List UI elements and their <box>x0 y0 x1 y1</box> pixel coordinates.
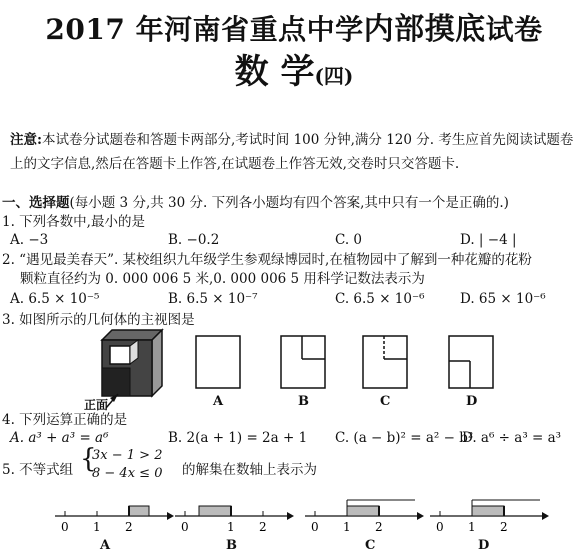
number-line-d[interactable] <box>430 494 550 534</box>
q3-label-d: D <box>466 394 478 409</box>
svg-text:0: 0 <box>61 520 69 534</box>
exam-title-c: 试卷 <box>485 13 543 46</box>
svg-text:0: 0 <box>311 520 319 534</box>
number-line-b[interactable] <box>175 494 295 534</box>
view-option-c[interactable] <box>362 335 408 389</box>
svg-text:2: 2 <box>259 520 267 534</box>
q5-label-d: D <box>478 538 490 553</box>
section-title: 一、选择题 <box>2 195 70 211</box>
brace: { <box>80 444 97 474</box>
number-line-a[interactable] <box>55 494 175 534</box>
q1-stem: 1. 下列各数中,最小的是 <box>2 214 145 230</box>
q2-stem-line2: 颗粒直径约为 0. 000 006 5 米,0. 000 006 5 用科学记数法表示为 <box>20 271 425 287</box>
view-option-a[interactable] <box>195 335 241 389</box>
exam-title-a: 2017 年河南省重点中学 <box>45 13 364 46</box>
exam-title <box>0 4 588 48</box>
section-heading <box>2 194 582 213</box>
view-option-d[interactable] <box>448 335 494 389</box>
subject-name: 数 学 <box>234 52 315 92</box>
q3-stem: 3. 如图所示的几何体的主视图是 <box>2 312 195 328</box>
subject-suffix: (四) <box>314 64 354 88</box>
svg-text:2: 2 <box>375 520 383 534</box>
svg-text:0: 0 <box>181 520 189 534</box>
svg-text:0: 0 <box>436 520 444 534</box>
q5-stem-a: 5. 不等式组 <box>2 462 74 478</box>
q3-label-b: B <box>298 394 309 409</box>
front-label: 正面 <box>84 398 109 412</box>
q1-option-c: C. 0 <box>335 232 363 248</box>
notice-text: 本试卷分试题卷和答题卡两部分,考试时间 100 分钟,满分 120 分. 考生应首先阅读试题卷上的文字信息,然后在答题卡上作答,在试题卷上作答无效,交卷时只交答题卡. <box>10 132 574 172</box>
q5-inequality-2: 8 − 4x ≤ 0 <box>92 466 163 481</box>
exam-title-b: 内部摸底 <box>363 12 486 47</box>
q3-label-a: A <box>213 394 224 409</box>
q3-label-c: C <box>380 394 391 409</box>
q2-option-c: C. 6.5 × 10⁻⁶ <box>335 291 425 307</box>
notice <box>10 128 578 176</box>
q5-label-a: A <box>100 538 111 553</box>
q4-option-a: A. a³ + a³ = a⁶ <box>10 430 109 446</box>
svg-text:2: 2 <box>125 520 133 534</box>
svg-text:1: 1 <box>227 520 235 534</box>
q2-stem-line1: 2. “遇见最美春天”. 某校组织九年级学生参观绿博园时,在植物园中了解到一种花瓣的花粉 <box>2 252 532 268</box>
q5-inequality-1: 3x − 1 > 2 <box>92 448 163 463</box>
section-instruction: (每小题 3 分,共 30 分. 下列各小题均有四个答案,其中只有一个是正确的.) <box>69 195 509 211</box>
number-line-c[interactable] <box>305 494 425 534</box>
q1-option-a: A. −3 <box>10 232 49 248</box>
q2-option-b: B. 6.5 × 10⁻⁷ <box>168 291 258 307</box>
view-option-b[interactable] <box>280 335 326 389</box>
q2-option-d: D. 65 × 10⁻⁶ <box>460 291 546 307</box>
svg-text:1: 1 <box>343 520 351 534</box>
svg-text:2: 2 <box>500 520 508 534</box>
q4-option-b: B. 2(a + 1) = 2a + 1 <box>168 430 308 446</box>
q5-label-b: B <box>226 538 237 553</box>
subject-title <box>0 44 588 93</box>
q1-option-b: B. −0.2 <box>168 232 220 248</box>
notice-label: 注意: <box>10 132 42 148</box>
q1-option-d: D. | −4 | <box>460 232 517 248</box>
svg-text:1: 1 <box>468 520 476 534</box>
svg-text:1: 1 <box>93 520 101 534</box>
q4-option-c: C. (a − b)² = a² − b² <box>335 430 474 446</box>
q4-option-d: D. a⁶ ÷ a³ = a³ <box>462 430 562 446</box>
q4-stem: 4. 下列运算正确的是 <box>2 412 128 428</box>
q5-stem-b: 的解集在数轴上表示为 <box>182 462 317 478</box>
q2-option-a: A. 6.5 × 10⁻⁵ <box>10 291 100 307</box>
q5-label-c: C <box>365 538 376 553</box>
